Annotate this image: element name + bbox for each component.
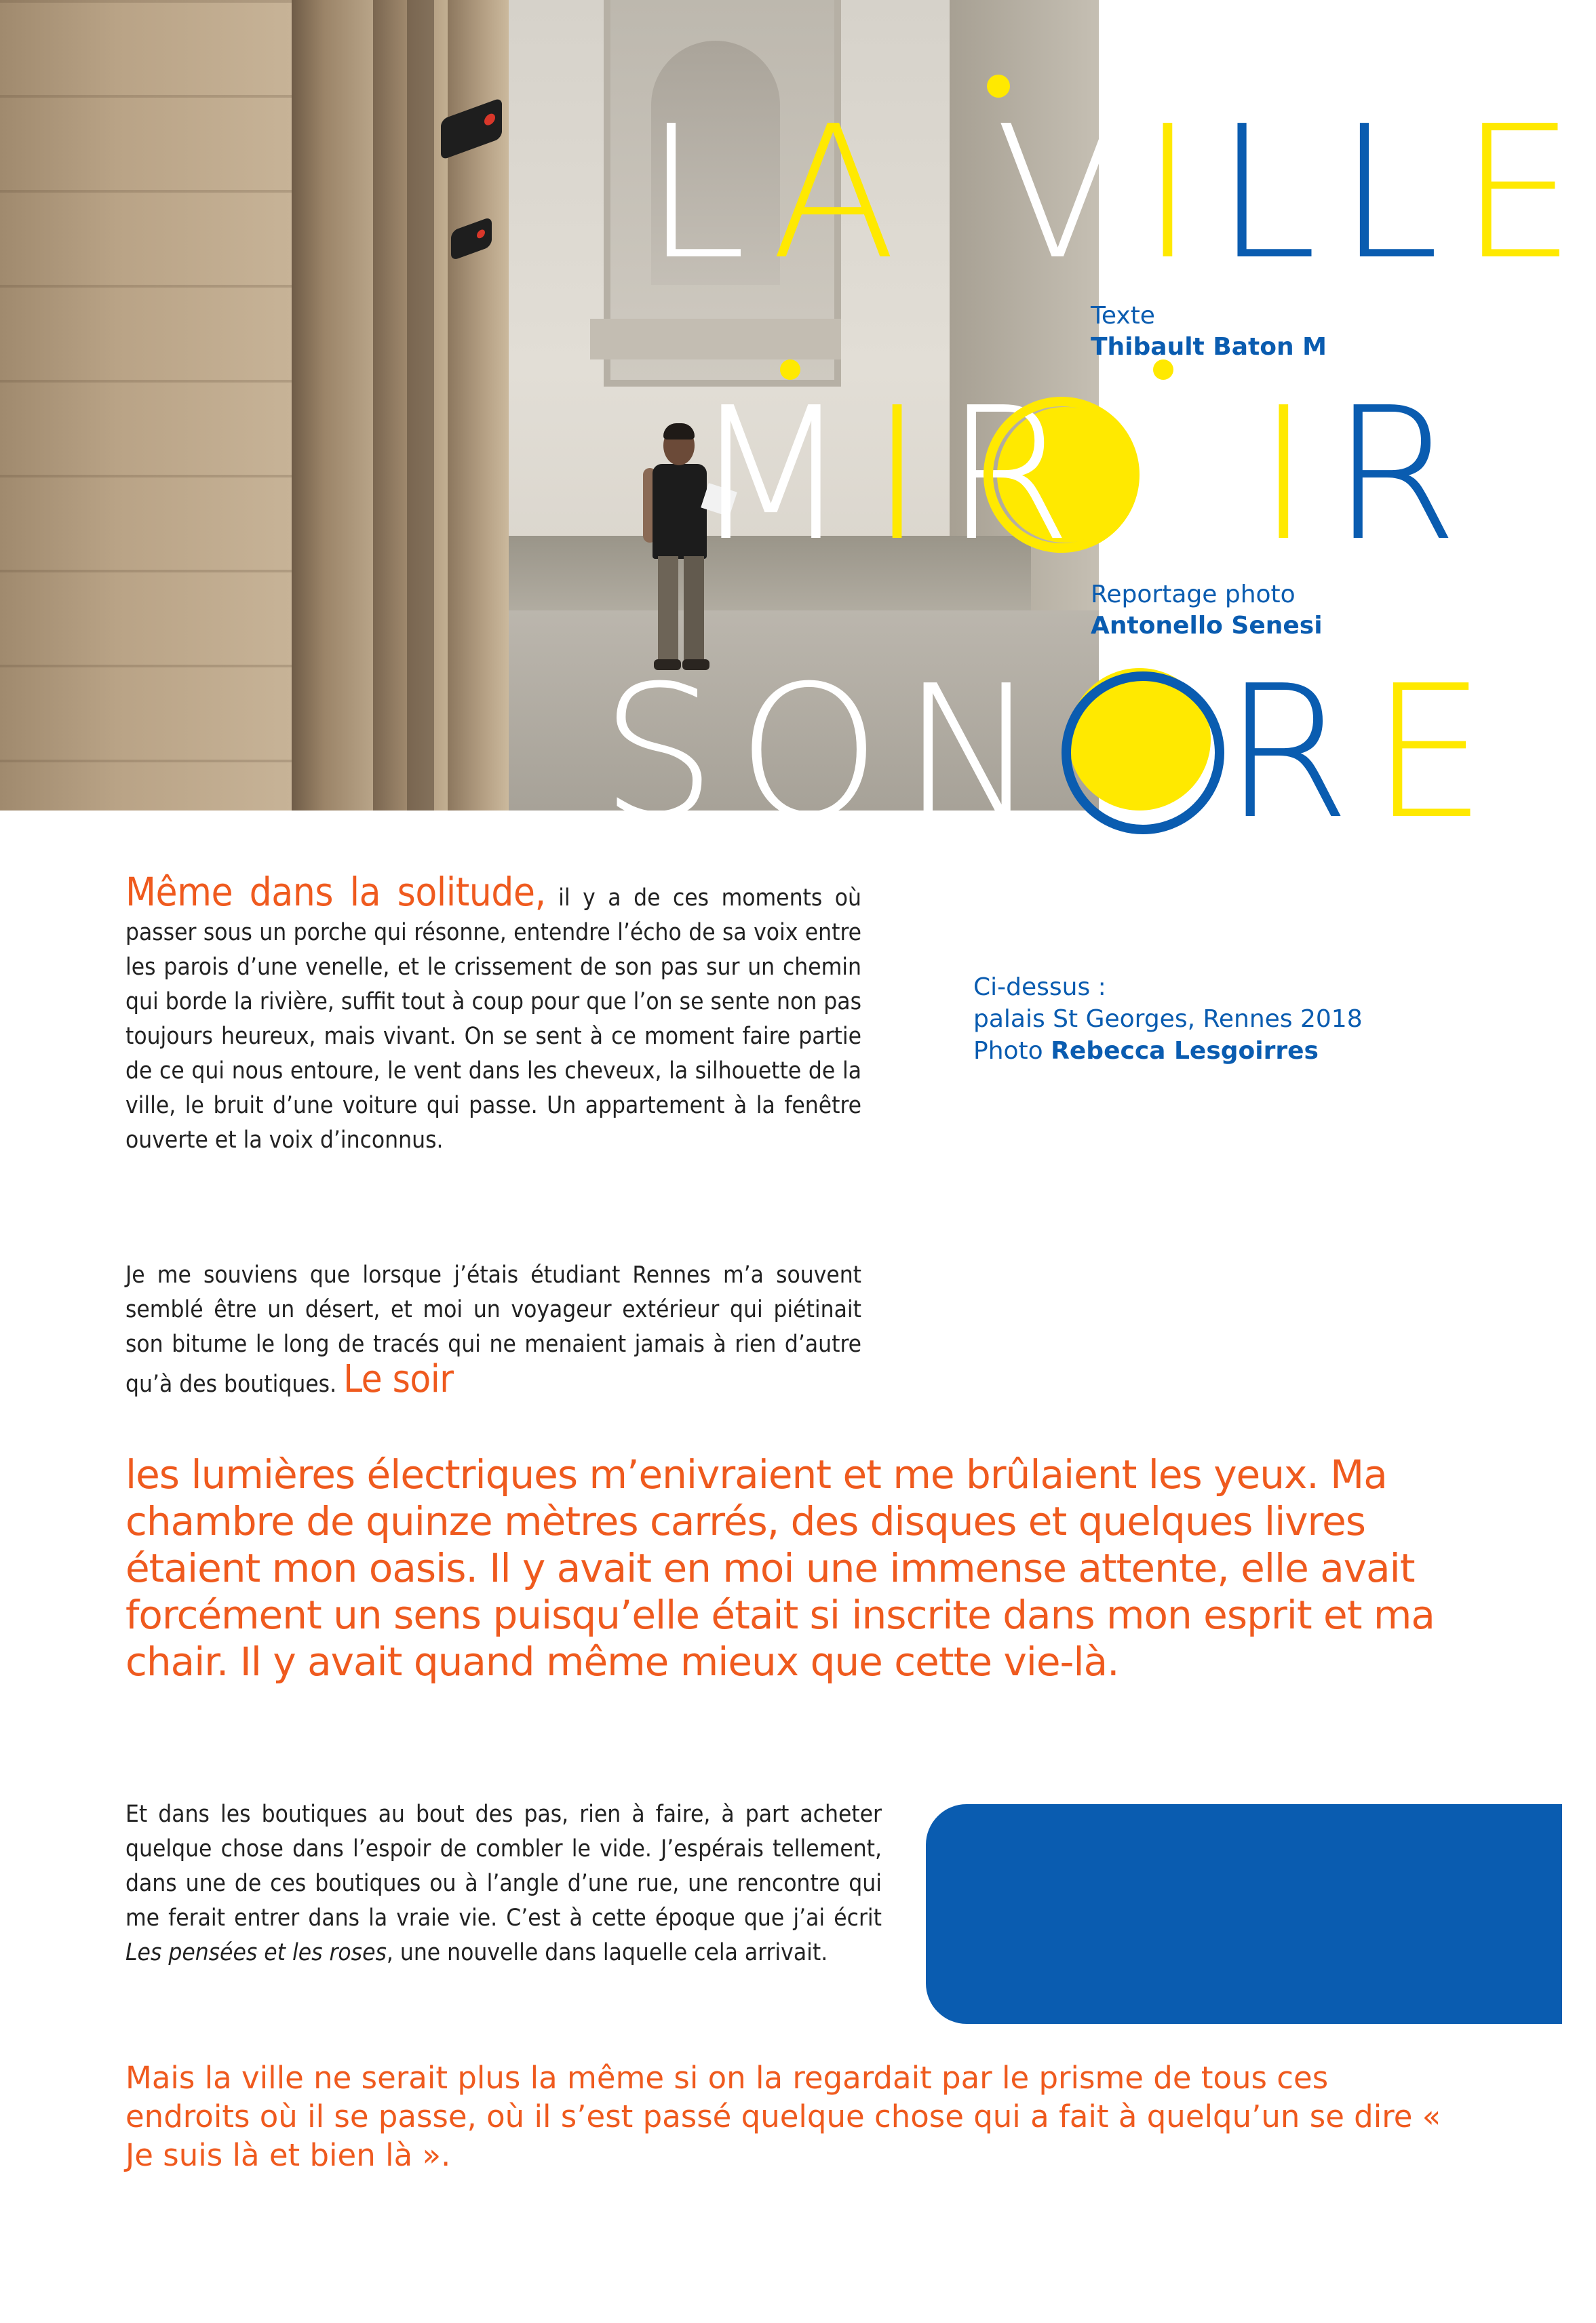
text-credit-label: Texte bbox=[1091, 302, 1155, 330]
photo-niche-base bbox=[590, 319, 841, 359]
title-letters-yellow: E bbox=[1371, 646, 1507, 859]
article-paragraph-2 bbox=[125, 1258, 861, 1402]
caption-photo-prefix: Photo bbox=[973, 1037, 1043, 1065]
article-paragraph-1 bbox=[125, 869, 861, 1158]
photo-pillar bbox=[292, 0, 373, 811]
title-letters-yellow: I bbox=[1140, 86, 1215, 300]
title-letters-yellow: A bbox=[771, 86, 917, 300]
caption-photographer-name: Rebecca Lesgoirres bbox=[1051, 1037, 1319, 1065]
title-line-1 bbox=[644, 86, 1596, 300]
photo-stone-wall bbox=[0, 0, 292, 811]
title-letters-yellow: I bbox=[870, 368, 945, 581]
article-paragraph-2-text: Je me souviens que lorsque j’étais étudiant Rennes m’a souvent semblé être un désert, et moi un voyageur extérieur qui piétinait son bitume le long de tracés qui ne menaient jamais à rien d’autre qu’à des boutiques. bbox=[125, 1262, 861, 1398]
title-letters-white: R bbox=[944, 368, 1093, 581]
article-highlight-start: Le soir bbox=[343, 1357, 454, 1401]
caption-line-2: palais St Georges, Rennes 2018 bbox=[973, 1005, 1363, 1033]
article-paragraph-3 bbox=[125, 1797, 882, 1970]
article-paragraph-3-text: Et dans les boutiques au bout des pas, rien à faire, à part acheter quelque chose dans l’espoir de combler le vide. J’espérais tellement, dans une de ces boutiques ou à l’angle d’une rue, une rencontre qui me ferait entrer dans la vraie vie. C’est à cette époque que j’ai écrit bbox=[125, 1801, 882, 1932]
title-letters-blue: R bbox=[1223, 646, 1371, 859]
caption-photographer bbox=[973, 1035, 1363, 1067]
title-letters-yellow: I bbox=[1256, 368, 1331, 581]
blue-decorative-box bbox=[926, 1804, 1562, 2024]
photo-credit-author: Antonello Senesi bbox=[1091, 612, 1323, 640]
title-letters-white: M bbox=[692, 368, 870, 581]
title-line-3 bbox=[600, 646, 1507, 859]
photo-pillar-shadow bbox=[407, 0, 434, 811]
title-letters-blue: LL bbox=[1215, 86, 1460, 300]
caption-line-1: Ci-dessus : bbox=[973, 973, 1106, 1001]
article-closing: Mais la ville ne serait plus la même si on la regardait par le prisme de tous ces endroits où il se passe, où il s’est passé quelque chose qui a fait à quelqu’un se dire « Je suis là et bien là ». bbox=[125, 2060, 1441, 2173]
photo-credit-label: Reportage photo bbox=[1091, 581, 1296, 608]
title-letter-o-ring bbox=[1062, 671, 1224, 834]
article-highlight-passage: les lumières électriques m’enivraient et me brûlaient les yeux. Ma chambre de quinze mètres carrés, des disques et quelques livres étaient mon oasis. Il y avait en moi une immense attente, elle avait forcément un sens puisqu’elle était si inscrite dans mon esprit et ma chair. Il y avait quand même mieux que cette vie-là. bbox=[125, 1451, 1435, 1685]
title-letter-o-ring bbox=[984, 397, 1140, 553]
title-letters-white: L bbox=[644, 86, 771, 300]
article-lead: Même dans la solitude, bbox=[125, 869, 546, 915]
title-letters-yellow: E bbox=[1460, 86, 1596, 300]
title-letters-white: SON bbox=[600, 646, 1059, 859]
person-hair bbox=[663, 423, 695, 440]
text-credit-author: Thibault Baton M bbox=[1091, 333, 1327, 361]
photo-caption bbox=[973, 971, 1363, 1067]
text-credit bbox=[1091, 300, 1327, 363]
article-paragraph-3-end: , une nouvelle dans laquelle cela arrivait. bbox=[386, 1939, 828, 1966]
book-title: Les pensées et les roses bbox=[125, 1939, 387, 1966]
photo-credit bbox=[1091, 579, 1323, 642]
title-letters-white: V bbox=[916, 86, 1141, 300]
title-letters-blue: R bbox=[1331, 368, 1479, 581]
article-paragraph-1-text: il y a de ces moments où passer sous un porche qui résonne, entendre l’écho de sa voix entre les parois d’une venelle, et le crissement de son pas sur un chemin qui borde la rivière, suffit tout à coup pour que l’on se sente non pas toujours heureux, mais vivant. On se sent à ce moment faire partie de ce qui nous entoure, le vent dans les cheveux, la silhouette de la ville, le bruit d’une voiture qui passe. Un appartement à la fenêtre ouverte et la voix d’inconnus. bbox=[125, 884, 861, 1154]
